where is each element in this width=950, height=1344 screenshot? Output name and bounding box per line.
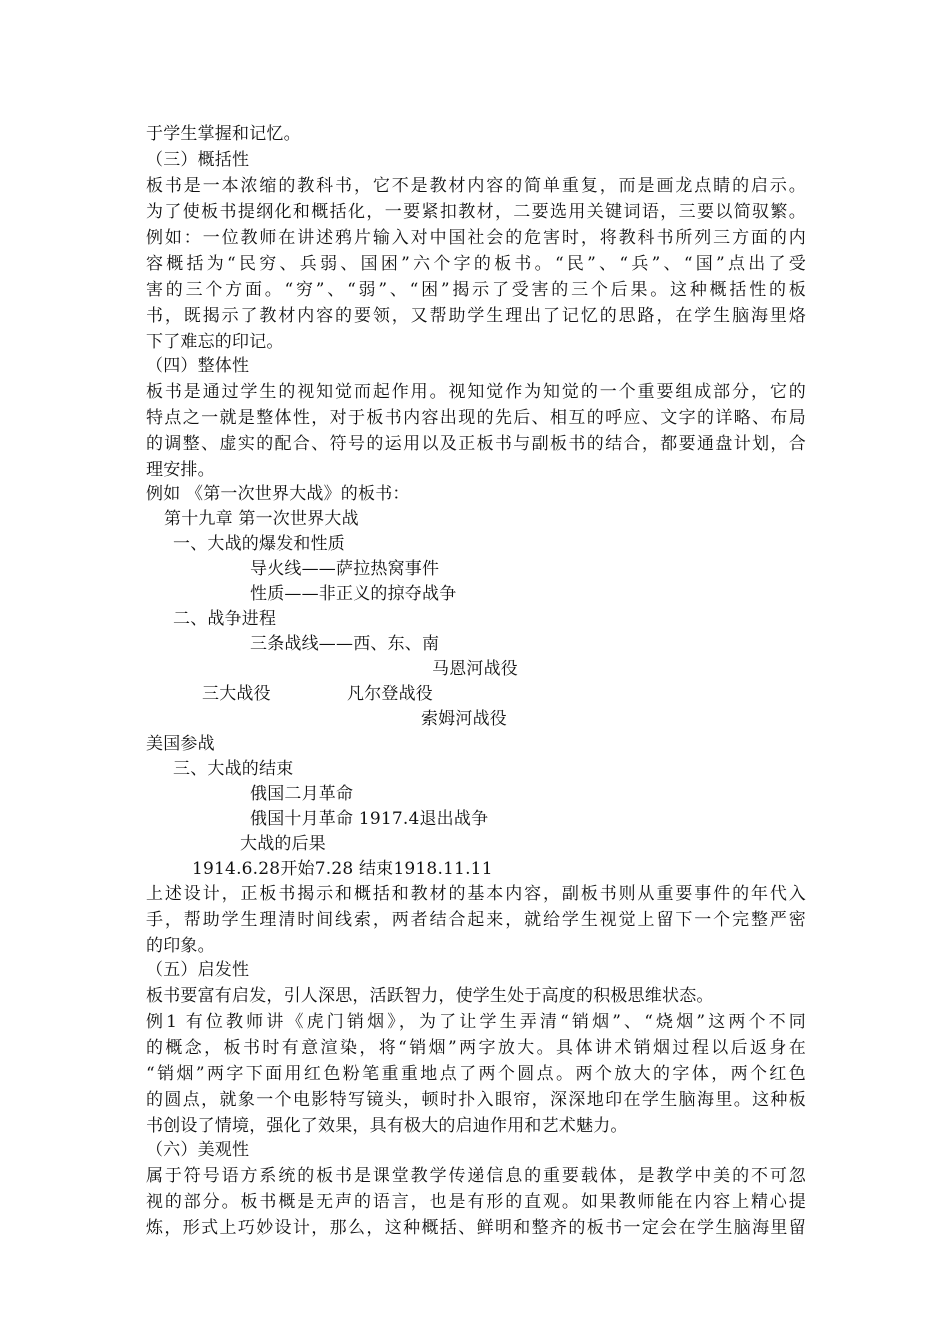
board-item: 凡尔登战役 — [347, 684, 433, 704]
example-intro: 例如 《第一次世界大战》的板书： — [146, 484, 410, 504]
board-item: 导火线——萨拉热窝事件 — [250, 559, 440, 579]
text-line: 例如：一位教师在讲述鸦片输入对中国社会的危害时，将教科书所列三方面的内 — [146, 228, 806, 248]
board-item: 三大战役 — [202, 684, 271, 704]
board-item: 大战的后果 — [240, 834, 326, 854]
text-line: 炼，形式上巧妙设计，那么，这种概括、鲜明和整齐的板书一定会在学生脑海里留 — [146, 1218, 806, 1238]
text-line: 板书是通过学生的视知觉而起作用。视知觉作为知觉的一个重要组成部分，它的 — [146, 382, 806, 402]
text-line: 的调整、虚实的配合、符号的运用以及正板书与副板书的结合，都要通盘计划，合 — [146, 434, 806, 454]
text-line: 手，帮助学生理清时间线索，两者结合起来，就给学生视觉上留下一个完整严密 — [146, 910, 806, 930]
board-item: 性质——非正义的掠夺战争 — [250, 584, 457, 604]
board-chapter-title: 第十九章 第一次世界大战 — [164, 509, 359, 529]
text-line: “销烟”两字下面用红色粉笔重重地点了两个圆点。两个放大的字体，两个红色 — [146, 1064, 806, 1084]
section-heading-3: （三）概括性 — [146, 150, 250, 170]
text-line: 视的部分。板书概是无声的语言，也是有形的直观。如果教师能在内容上精心提 — [146, 1192, 806, 1212]
text-line: 上述设计，正板书揭示和概括和教材的基本内容，副板书则从重要事件的年代入 — [146, 884, 806, 904]
text-line: 特点之一就是整体性，对于板书内容出现的先后、相互的呼应、文字的详略、布局 — [146, 408, 806, 428]
text-line: 板书要富有启发，引人深思，活跃智力，使学生处于高度的积极思维状态。 — [146, 986, 714, 1006]
board-item: 索姆河战役 — [421, 709, 507, 729]
board-section-2: 二、战争进程 — [173, 609, 277, 629]
board-item: 美国参战 — [146, 734, 215, 754]
board-item: 马恩河战役 — [432, 659, 518, 679]
text-line: 的印象。 — [146, 936, 215, 956]
text-line: 属于符号语方系统的板书是课堂教学传递信息的重要载体，是教学中美的不可忽 — [146, 1166, 806, 1186]
text-line: 的概念，板书时有意渲染，将“销烟”两字放大。具体讲术销烟过程以后返身在 — [146, 1038, 806, 1058]
text-line: 于学生掌握和记忆。 — [146, 124, 301, 144]
text-line: 板书是一本浓缩的教科书，它不是教材内容的简单重复，而是画龙点睛的启示。 — [146, 176, 806, 196]
text-line: 理安排。 — [146, 460, 215, 480]
section-heading-4: （四）整体性 — [146, 356, 250, 376]
text-line: 书，既揭示了教材内容的要领，又帮助学生理出了记忆的思路，在学生脑海里烙 — [146, 306, 806, 326]
board-item: 三条战线——西、东、南 — [250, 634, 440, 654]
section-heading-5: （五）启发性 — [146, 960, 250, 980]
text-line: 下了难忘的印记。 — [146, 332, 284, 352]
board-section-1: 一、大战的爆发和性质 — [173, 534, 345, 554]
text-line: 容概括为“民穷、兵弱、国困”六个字的板书。“民”、“兵”、“国”点出了受 — [146, 254, 806, 274]
board-section-3: 三、大战的结束 — [173, 759, 294, 779]
section-heading-6: （六）美观性 — [146, 1140, 250, 1160]
board-timeline: 1914.6.28开始7.28 结束1918.11.11 — [192, 859, 493, 879]
text-line: 书创设了情境，强化了效果，具有极大的启迪作用和艺术魅力。 — [146, 1116, 628, 1136]
board-item: 俄国二月革命 — [250, 784, 354, 804]
text-line: 例1 有位教师讲《虎门销烟》，为了让学生弄清“销烟”、“烧烟”这两个不同 — [146, 1012, 806, 1032]
board-item: 俄国十月革命 1917.4退出战争 — [250, 809, 489, 829]
text-line: 害的三个方面。“穷”、“弱”、“困”揭示了受害的三个后果。这种概括性的板 — [146, 280, 806, 300]
text-line: 为了使板书提纲化和概括化，一要紧扣教材，二要选用关键词语，三要以简驭繁。 — [146, 202, 806, 222]
text-line: 的圆点，就象一个电影特写镜头，顿时扑入眼帘，深深地印在学生脑海里。这种板 — [146, 1090, 806, 1110]
